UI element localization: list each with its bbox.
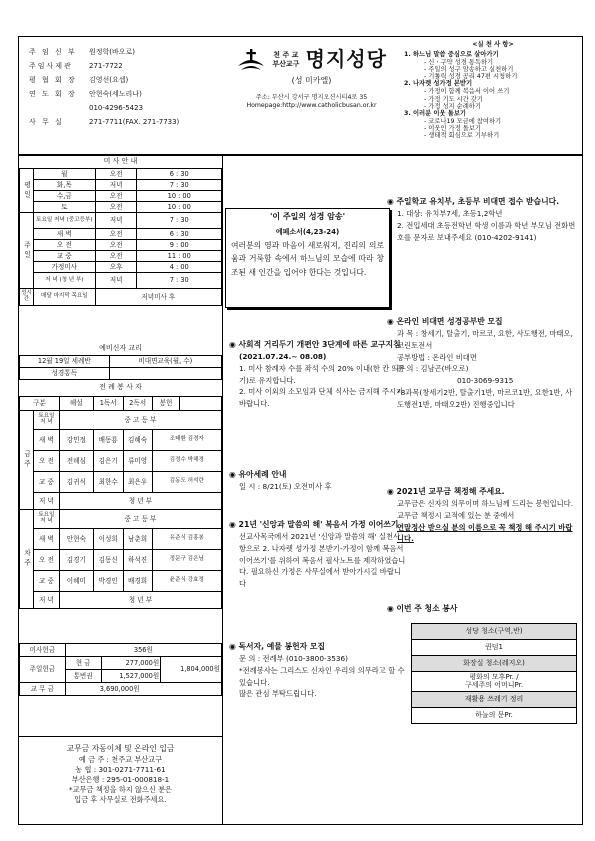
mass-day: 가정미사	[33, 262, 95, 273]
notice-title: ◉ 독서자, 예물 봉헌자 모집	[229, 642, 325, 651]
notice-title: ◉ 2021년 교무금 책정해 주세요.	[387, 487, 505, 496]
notice-title: ◉ 이번 주 청소 봉사	[387, 604, 458, 613]
church-small-name-1: 천 주 교	[273, 51, 299, 60]
staff-info	[29, 45, 219, 129]
cleaning-value-line: 평화의 모후Pr. /	[469, 673, 519, 681]
cleaning-value-line: 구세주의 어머니Pr.	[464, 681, 524, 690]
verse-ref: 에페소서(4,23-24)	[275, 228, 340, 236]
practice-sub: - 생태적 회심으로 기부하기	[424, 132, 500, 140]
practice-sub: - 이웃인 가정 돌보기	[424, 125, 481, 133]
staff-value: 안현숙(세노리나)	[89, 89, 142, 98]
practice-sub: - 코로나19 모금에 참여하기	[424, 117, 502, 125]
group2-label: 차주	[20, 510, 34, 609]
notice-line: 연말정산 받으실 분의 이름으로 꼭 책정 해 주시기 바랍니다.	[397, 522, 573, 544]
staff-value: 271-7722	[89, 61, 123, 70]
weekday-label: 평일	[20, 169, 34, 213]
server-slot: 새 벽	[33, 430, 59, 451]
server-merged: 청 년 부	[59, 493, 221, 510]
server-name: 강민정	[59, 430, 93, 451]
notice-title: ◉ 주일학교 유치부, 초등부 비대면 접수 받습니다.	[387, 197, 560, 206]
column-divider	[222, 156, 223, 824]
mass-type: 오전	[95, 251, 137, 262]
staff-value: 원정학(바오로)	[89, 47, 136, 56]
cleaning-value	[412, 672, 577, 692]
holy-reading-value	[109, 368, 221, 380]
mass-type: 오전	[95, 169, 137, 180]
group1-label: 금주	[20, 411, 34, 510]
mass-time: 4 : 00	[137, 262, 222, 273]
notice-readers	[229, 641, 407, 700]
server-merged: 중 고 등 부	[59, 411, 221, 430]
verse-title: '이 주일의 성경 암송'	[269, 212, 346, 221]
verse-box	[225, 208, 390, 308]
notice-dues	[387, 486, 579, 545]
church-logo	[219, 47, 404, 110]
notice-baptism	[229, 469, 407, 493]
servers-col-empty	[180, 397, 222, 411]
notice-gospel	[229, 519, 407, 590]
notice-line: 2. 미사 이외의 소모임과 단체 식사는 금지해 주시기 바랍니다.	[239, 387, 404, 409]
mass-time: 10 : 00	[137, 191, 222, 202]
server-name: 최한수	[93, 472, 123, 493]
notice-line: *전례봉사는 그리스도 신자인 우리의 의무라고 할 수 있습니다.	[239, 666, 405, 687]
server-name: 이혜미	[59, 571, 93, 592]
mass-type: 오후	[95, 262, 137, 273]
server-name: 조태환 김경자	[152, 430, 221, 451]
cleaning-head: 성당 청소(구역,반)	[412, 624, 577, 640]
notice-line: 문 의 : 김남곤(바오로)	[397, 364, 469, 374]
staff-key: 연 도 회 장	[29, 89, 77, 98]
mass-table	[19, 168, 222, 306]
holy-hour-time: 저녁미사 후	[95, 289, 221, 306]
bulletin-body	[18, 155, 583, 825]
notice-line: 공부방법 : 온라인 비대면	[397, 352, 477, 362]
mass-type: 오전	[95, 202, 137, 213]
mass-day: 오 전	[33, 240, 95, 251]
servers-title: 전 례 봉 사 자	[99, 383, 142, 391]
finance-label: 통번권	[65, 670, 101, 683]
server-name: 남춘희	[123, 529, 152, 550]
finance-value: 3,690,000원	[65, 683, 221, 696]
finance-value: 277,000원	[101, 657, 161, 670]
servers-col: 봉헌	[152, 397, 180, 411]
server-name: 박경인	[93, 571, 123, 592]
finance-value: 356원	[65, 644, 221, 657]
server-merged: 청 년 부	[59, 592, 221, 609]
server-name: 배경희	[123, 571, 152, 592]
practice-head: 1. 하느님 말씀 중심으로 살아가기	[404, 50, 499, 58]
server-name: 김동신	[93, 550, 123, 571]
cleaning-head: 화장실 청소(레지오)	[412, 656, 577, 672]
server-slot: 새 벽	[33, 529, 59, 550]
mass-time: 7 : 30	[137, 180, 222, 191]
church-homepage: Homepage:http://www.catholicbusan.or.kr	[246, 101, 377, 109]
verse-text: 여러분의 영과 마음이 새로워져, 진리의 의로움과 거룩함 속에서 하느님의 모습에 따라 창조된 새 인간을 입어야 한다는 것입니다.	[231, 240, 384, 278]
practice-sub: - 주일의 성구 암송하고 실천하기	[424, 65, 514, 73]
server-name: 전해심	[59, 451, 93, 472]
church-small-name	[272, 51, 299, 67]
mass-day: 수,금	[33, 191, 95, 202]
server-slot: 토요일 저 녁	[33, 510, 59, 529]
finance-label: 미사헌금	[20, 644, 66, 657]
church-patron: (성 미카엘)	[291, 76, 332, 85]
finance-table	[19, 643, 222, 696]
server-name: 김동도 허석란	[152, 472, 221, 493]
notice-line: 2. 전입세대 초등전학년 학생 이름과 학년 부모님 전화번호를 문자로 보내주세요 (010-4202-9141)	[397, 221, 576, 242]
server-name: 김혜숙	[123, 430, 152, 451]
notice-bible-study	[387, 316, 579, 410]
prep-schedule: 비대면교육(월, 수)	[109, 356, 221, 368]
mass-type: 오전	[95, 191, 137, 202]
notice-line: 교무금은 신자의 의무이며 하느님께 드리는 봉헌입니다.	[397, 499, 574, 509]
prep-date: 12월 19일 세례반	[20, 356, 110, 368]
mass-type: 오전	[95, 240, 137, 251]
notice-line: 과 목 : 창세기, 탈출기, 마르코, 요한, 사도행전, 마태오,코린토전서	[397, 329, 573, 351]
mass-type: 저녁	[95, 273, 137, 289]
notice-title: ◉ 온라인 비대면 성경공부반 모집	[387, 317, 503, 326]
holy-reading-label: 성경통독	[20, 368, 110, 380]
practice-sub: - 가정 기도 시간 갖기	[424, 95, 483, 103]
servers-table	[19, 396, 222, 609]
mass-day: 토요일 저녁 (중고등부)	[33, 213, 95, 229]
giving-line: *교무금 책정을 하지 않으신 분은	[69, 785, 172, 795]
staff-key: 사 무 실	[29, 117, 64, 126]
finance-label: 주일헌금	[20, 657, 66, 683]
finance-label: 현 금	[65, 657, 101, 670]
finance-total: 1,804,000원	[161, 657, 222, 683]
mass-time: 7 : 30	[137, 273, 222, 289]
notice-line: 1. 미사 참례자 수를 좌석 수의 20% 이내(한 칸 띄우기)로 유지합니다.	[239, 364, 406, 385]
finance-value: 1,527,000원	[101, 670, 161, 683]
servers-col: 2독서	[123, 397, 152, 411]
notice-distancing	[229, 339, 407, 410]
server-slot: 저 녁	[33, 493, 59, 510]
giving-info	[19, 744, 222, 805]
server-name: 김정수 박해경	[152, 451, 221, 472]
finance-label: 교 무 금	[20, 683, 66, 696]
practice-head: 3. 이러분 이웃 돌보기	[404, 109, 467, 117]
notice-line: 교무금 책정시 교적에 있는 분 중에서	[397, 511, 515, 521]
mass-time: 9 : 00	[137, 240, 222, 251]
giving-line: 예 금 주 : 천주교 부산교구	[78, 754, 163, 764]
holy-hour-day: 매달 마지막 목요일	[33, 289, 95, 306]
server-slot: 저 녁	[33, 592, 59, 609]
server-name: 정문구 김은님	[152, 550, 221, 571]
bulletin-header	[18, 36, 583, 155]
server-name: 김은기	[93, 451, 123, 472]
practice-title: <실 천 사 항>	[472, 41, 514, 48]
mass-time: 11 : 00	[137, 251, 222, 262]
giving-title: 교무금 자동이체 및 온라인 입금	[66, 744, 175, 753]
server-slot: 교 중	[33, 571, 59, 592]
practice-sub: - 가정 성지 순례하기	[424, 102, 481, 110]
mass-day: 토	[33, 202, 95, 213]
server-name: 김경기	[59, 550, 93, 571]
notice-title: ◉ 사회적 거리두기 개편안 3단계에 따른 교구지침	[229, 340, 401, 349]
notice-line: 일 시 : 8/21(토) 오전미사 후	[239, 482, 332, 492]
server-name: 하석진	[123, 550, 152, 571]
notice-line: *8과목(창세기2반, 탈출기1반, 마르코1반, 요한1반, 사도행전1반, 마태오2반) 진행중입니다	[397, 387, 573, 409]
staff-key: 주임사제관	[29, 61, 73, 70]
server-merged: 중 고 등 부	[59, 510, 221, 529]
church-address: 주소: 부산시 강서구 명지오션시티4로 35	[255, 94, 368, 101]
server-name: 배동룡	[93, 430, 123, 451]
giving-line: 부산은행 : 295-01-000818-1	[71, 775, 170, 785]
server-name: 김귀식	[59, 472, 93, 493]
server-name: 안현숙	[59, 529, 93, 550]
mass-day: 저 녁 (청 년 부)	[33, 273, 95, 289]
server-slot: 오 전	[33, 550, 59, 571]
notice-sunday-school	[387, 196, 579, 243]
staff-value: 010-4296-5423	[89, 103, 144, 112]
staff-value: 김영선(요셉)	[89, 75, 129, 84]
servers-col: 1독서	[93, 397, 123, 411]
mass-title: 미 사 안 내	[103, 157, 138, 165]
mass-day: 교 중	[33, 251, 95, 262]
mass-time: 7 : 30	[137, 213, 222, 229]
notice-cleaning	[387, 603, 579, 615]
mass-time: 6 : 30	[137, 169, 222, 180]
notice-title: ◉ 유아세례 안내	[229, 470, 287, 479]
notice-title: ◉ 21년 '신앙과 말씀의 해' 복음서 가정 이어쓰기	[229, 520, 399, 529]
server-slot: 오 전	[33, 451, 59, 472]
church-small-name-2: 부산교구	[272, 59, 300, 68]
practice-box	[404, 41, 582, 140]
mass-day: 새 벽	[33, 229, 95, 240]
mass-day: 화,목	[33, 180, 95, 191]
church-name: 명지성당	[305, 47, 387, 71]
server-name: 류미영	[123, 451, 152, 472]
prep-table	[19, 355, 222, 380]
practice-sub: - 신ㆍ구약 성경 통독하기	[424, 58, 494, 66]
practice-sub: - 가정이 함께 복음서 이어 쓰기	[424, 88, 510, 96]
server-name: 윤준식 강효정	[152, 571, 221, 592]
cleaning-value: 하늘의 문Pr.	[412, 707, 577, 723]
sunday-label: 주일	[20, 213, 34, 289]
server-name: 이성희	[93, 529, 123, 550]
cleaning-value: 퀸덤1	[412, 640, 577, 656]
giving-line: 입금 후 사무실로 전화주세요.	[74, 795, 167, 805]
notice-line: 많은 관심 부탁드립니다.	[239, 689, 317, 699]
giving-line: 농 협 : 301-0271-7711-61	[75, 764, 166, 774]
mass-type: 저녁	[95, 213, 137, 229]
prep-title: 예비신자 교리	[99, 344, 142, 352]
staff-key: 주 임 신 부	[29, 47, 77, 56]
diocese-emblem-icon	[236, 48, 266, 72]
notice-line: 문 의 : 전례부 (010-3800-3536)	[239, 654, 349, 664]
notice-line: 1. 대상: 유치부7세, 초등1,2학년	[397, 209, 503, 219]
server-slot: 교 중	[33, 472, 59, 493]
staff-value: 271-7711(FAX. 271-7733)	[89, 117, 180, 126]
practice-head: 2. 나자렛 성가정 본받기	[404, 80, 473, 88]
mass-type: 저녁	[95, 180, 137, 191]
holy-hour-label: 성시간	[20, 289, 34, 306]
notice-line: (2021.07.24.~ 08.08)	[239, 352, 327, 362]
mass-day: 월	[33, 169, 95, 180]
practice-sub: - 기톨릭 성경 공리 47편 시청하기	[424, 73, 518, 81]
servers-col: 구분	[20, 397, 60, 411]
server-name: 유준식 김홍봉	[152, 529, 221, 550]
mass-time: 10 : 00	[137, 202, 222, 213]
mass-type: 오전	[95, 229, 137, 240]
mass-time: 6 : 30	[137, 229, 222, 240]
server-name: 최은우	[123, 472, 152, 493]
divider-line	[19, 736, 222, 737]
cleaning-head: 재활용 쓰레기 정리	[412, 691, 577, 707]
staff-key: 평 협 회 장	[29, 75, 77, 84]
servers-col: 해설	[59, 397, 93, 411]
server-slot: 토요일 저 녁	[33, 411, 59, 430]
cleaning-table	[411, 623, 577, 724]
notice-line: 010-3069-9315	[457, 376, 514, 386]
notice-line: 선교사목국에서 2021년 '신앙과 말씀의 해' 실천사항으로 2. 나자렛 성가정 본받기-가정이 함께 복음서 이어쓰기'를 위하여 복음서 필사노트를 제작하였습니다. 필요하신 가정은 사무실에서 받아가시길 바랍니다	[239, 532, 406, 589]
